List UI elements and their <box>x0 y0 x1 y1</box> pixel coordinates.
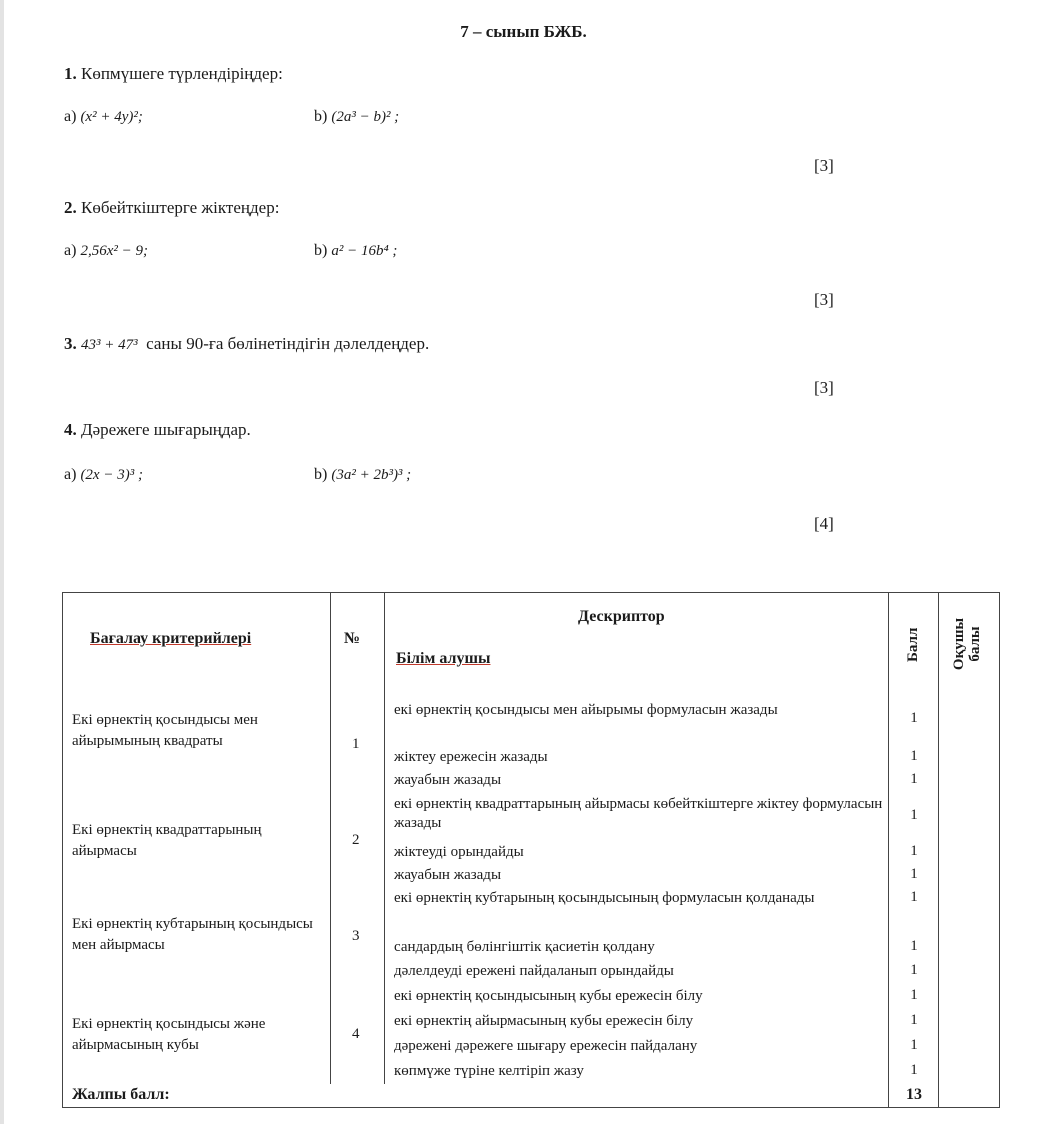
math-expression: a² − 16b⁴ ; <box>331 243 398 259</box>
criteria-cell: Екі өрнектің кубтарының қосындысы мен айырмасы <box>72 916 313 953</box>
descriptor-item: жауабын жазады <box>394 772 502 788</box>
row-number: 4 <box>352 1026 360 1042</box>
descriptor-item: екі өрнектің айырмасының кубы ережесін білу <box>394 1013 694 1029</box>
page-title: 7 – сынып БЖБ. <box>460 22 587 41</box>
math-expression: (x² + 4y)²; <box>80 109 143 125</box>
row-number: 3 <box>352 928 360 944</box>
score-cell: 1 <box>910 710 918 726</box>
page-edge <box>0 0 4 1124</box>
score-cell: 1 <box>910 962 918 978</box>
header-number: № <box>344 630 361 647</box>
score-cell: 1 <box>910 938 918 954</box>
score-cell: 1 <box>910 987 918 1003</box>
question-number: 4. <box>64 420 77 439</box>
descriptor-item: жіктеуді орындайды <box>394 844 524 860</box>
question-2 <box>64 198 279 218</box>
question-1b <box>314 108 399 126</box>
total-label: Жалпы балл: <box>72 1086 170 1103</box>
question-text: Дәрежеге шығарыңдар. <box>81 420 251 439</box>
question-4a <box>64 466 143 484</box>
descriptor-item: сандардың бөлінгіштік қасиетін қолдану <box>394 939 655 955</box>
option-label: a) <box>64 108 77 125</box>
option-label: b) <box>314 108 328 125</box>
descriptor-item: көпмүже түріне келтіріп жазу <box>394 1063 584 1079</box>
score-cell: 1 <box>910 889 918 905</box>
row-number: 2 <box>352 832 360 848</box>
math-expression: (3a² + 2b³)³ ; <box>331 467 412 483</box>
option-label: b) <box>314 466 328 483</box>
score-cell: 1 <box>910 807 918 823</box>
descriptor-item: екі өрнектің қосындысының кубы ережесін білу <box>394 988 703 1004</box>
question-text: саны 90-ға бөлінетіндігін дәлелдеңдер. <box>146 334 430 353</box>
question-1a <box>64 108 143 126</box>
descriptor-item: дәлелдеуді ережені пайдаланып орындайды <box>394 963 674 979</box>
mark-q2: [3] <box>814 290 834 309</box>
score-cell: 1 <box>910 1062 918 1078</box>
descriptor-item: дәрежені дәрежеге шығару ережесін пайдалану <box>394 1038 698 1054</box>
header-descriptor: Дескриптор <box>578 608 665 625</box>
score-cell: 1 <box>910 843 918 859</box>
criteria-cell: Екі өрнектің қосындысы және айырмасының кубы <box>72 1016 266 1053</box>
score-cell: 1 <box>910 1012 918 1028</box>
math-expression: 43³ + 47³ <box>81 337 138 353</box>
header-score: Балл <box>905 627 921 662</box>
descriptor-item: екі өрнектің қосындысы мен айырымы формуласын жазады <box>394 702 778 718</box>
total-value: 13 <box>906 1086 922 1103</box>
column-divider <box>384 592 385 1084</box>
question-text: Көбейткіштерге жіктеңдер: <box>81 198 280 217</box>
column-divider <box>888 592 889 1108</box>
question-number: 3. <box>64 334 77 353</box>
criteria-cell: Екі өрнектің квадраттарының айырмасы <box>72 822 262 859</box>
header-criteria: Бағалау критерийлері <box>90 630 252 647</box>
descriptor-item: екі өрнектің квадраттарының айырмасы көбейткіштерге жіктеу формуласын жазады <box>394 796 883 831</box>
question-text: Көпмүшеге түрлендіріңдер: <box>81 64 283 83</box>
header-learner: Білім алушы <box>396 650 491 667</box>
question-4 <box>64 420 251 440</box>
math-expression: (2x − 3)³ ; <box>80 467 143 483</box>
question-4b <box>314 466 411 484</box>
option-label: b) <box>314 242 328 259</box>
score-cell: 1 <box>910 771 918 787</box>
table-border-right <box>999 592 1000 1108</box>
row-number: 1 <box>352 736 360 752</box>
question-1 <box>64 64 283 84</box>
table-border-top <box>62 592 1000 593</box>
math-expression: (2a³ − b)² ; <box>331 109 400 125</box>
mark-q1: [3] <box>814 156 834 175</box>
question-number: 2. <box>64 198 77 217</box>
score-cell: 1 <box>910 866 918 882</box>
column-divider <box>330 592 331 1084</box>
descriptor-item: жауабын жазады <box>394 867 502 883</box>
score-cell: 1 <box>910 748 918 764</box>
criteria-cell: Екі өрнектің қосындысы мен айырымының квадраты <box>72 712 258 749</box>
descriptor-item: екі өрнектің кубтарының қосындысының формуласын қолданады <box>394 890 815 906</box>
header-student-score: Оқушы балы <box>951 617 983 671</box>
question-3 <box>64 334 429 354</box>
math-expression: 2,56x² − 9; <box>80 243 148 259</box>
assessment-table <box>62 592 1000 1108</box>
option-label: a) <box>64 242 77 259</box>
score-cell: 1 <box>910 1037 918 1053</box>
descriptor-item: жіктеу ережесін жазады <box>394 749 548 765</box>
option-label: a) <box>64 466 77 483</box>
question-2b <box>314 242 397 260</box>
mark-q4: [4] <box>814 514 834 533</box>
table-border-left <box>62 592 63 1108</box>
mark-q3: [3] <box>814 378 834 397</box>
question-2a <box>64 242 148 260</box>
column-divider <box>938 592 939 1108</box>
question-number: 1. <box>64 64 77 83</box>
table-border-bottom <box>62 1107 1000 1108</box>
